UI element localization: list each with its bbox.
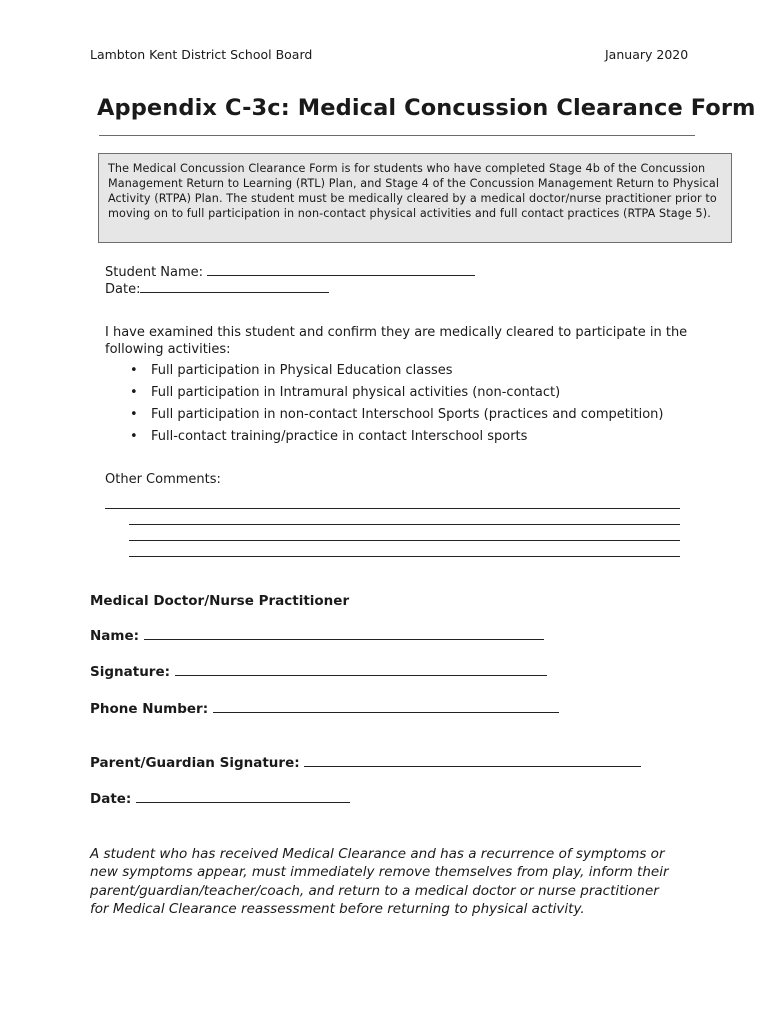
intro-line: Activity (RTPA) Plan. The student must be medically cleared by a medical doctor/nurse practitioner prior to [108, 192, 717, 205]
activity-text: Full participation in Physical Education classes [151, 363, 453, 378]
intro-line: Management Return to Learning (RTL) Plan, and Stage 4 of the Concussion Management Return to Physical [108, 177, 720, 190]
comments-line-3[interactable] [129, 540, 680, 541]
clearance-statement [105, 325, 687, 358]
comments-label: Other Comments: [105, 472, 221, 487]
page-title: Appendix C-3c: Medical Concussion Clearance Form [97, 95, 756, 121]
student-date-row [105, 282, 329, 297]
comments-line-1[interactable] [105, 508, 680, 509]
student-name-row [105, 265, 475, 280]
statement-line: I have examined this student and confirm they are medically cleared to participate in the [105, 325, 688, 340]
guardian-date-field[interactable] [136, 801, 350, 803]
document-date: January 2020 [605, 47, 689, 62]
recurrence-note [90, 845, 669, 918]
list-item [130, 406, 664, 428]
practitioner-name-row [90, 628, 544, 644]
note-line: A student who has received Medical Clearance and has a recurrence of symptoms or [90, 846, 665, 862]
bullet-icon: • [130, 363, 138, 378]
note-line: new symptoms appear, must immediately remove themselves from play, inform their [90, 864, 669, 881]
student-name-field[interactable] [207, 274, 475, 276]
bullet-icon: • [130, 407, 138, 422]
note-line: parent/guardian/teacher/coach, and return to a medical doctor or nurse practitioner [90, 882, 659, 899]
list-item [130, 362, 664, 384]
guardian-date-row [90, 791, 350, 807]
student-date-label: Date: [105, 282, 141, 297]
activities-list [130, 362, 664, 450]
practitioner-phone-label: Phone Number: [90, 701, 213, 717]
guardian-signature-label: Parent/Guardian Signature: [90, 755, 305, 771]
statement-line: following activities: [105, 341, 231, 357]
bullet-icon: • [130, 429, 138, 444]
list-item [130, 428, 664, 450]
activity-text: Full participation in Intramural physical activities (non-contact) [151, 385, 561, 400]
practitioner-phone-row [90, 701, 559, 717]
practitioner-name-field[interactable] [144, 638, 544, 640]
guardian-signature-row [90, 755, 641, 771]
practitioner-signature-row [90, 664, 547, 680]
guardian-date-label: Date: [90, 791, 137, 807]
comments-line-2[interactable] [129, 524, 680, 525]
comments-line-4[interactable] [129, 556, 680, 557]
practitioner-name-label: Name: [90, 628, 144, 644]
activity-text: Full-contact training/practice in contact Interschool sports [151, 429, 528, 444]
list-item [130, 384, 664, 406]
intro-line: The Medical Concussion Clearance Form is for students who have completed Stage 4b of the Concussion [108, 162, 706, 175]
student-date-field[interactable] [140, 291, 329, 293]
intro-line: moving on to full participation in non-contact physical activities and full contact practices (RTPA Stage 5). [108, 207, 711, 220]
practitioner-signature-field[interactable] [175, 674, 547, 676]
intro-box [98, 153, 732, 243]
student-name-label: Student Name: [105, 265, 208, 280]
activity-text: Full participation in non-contact Interschool Sports (practices and competition) [151, 407, 664, 422]
practitioner-signature-label: Signature: [90, 664, 175, 680]
practitioner-heading: Medical Doctor/Nurse Practitioner [90, 593, 350, 609]
bullet-icon: • [130, 385, 138, 400]
practitioner-phone-field[interactable] [213, 711, 559, 713]
organization-header: Lambton Kent District School Board [90, 47, 313, 62]
title-divider [99, 135, 695, 136]
note-line: for Medical Clearance reassessment before returning to physical activity. [90, 900, 585, 917]
guardian-signature-field[interactable] [304, 765, 641, 767]
